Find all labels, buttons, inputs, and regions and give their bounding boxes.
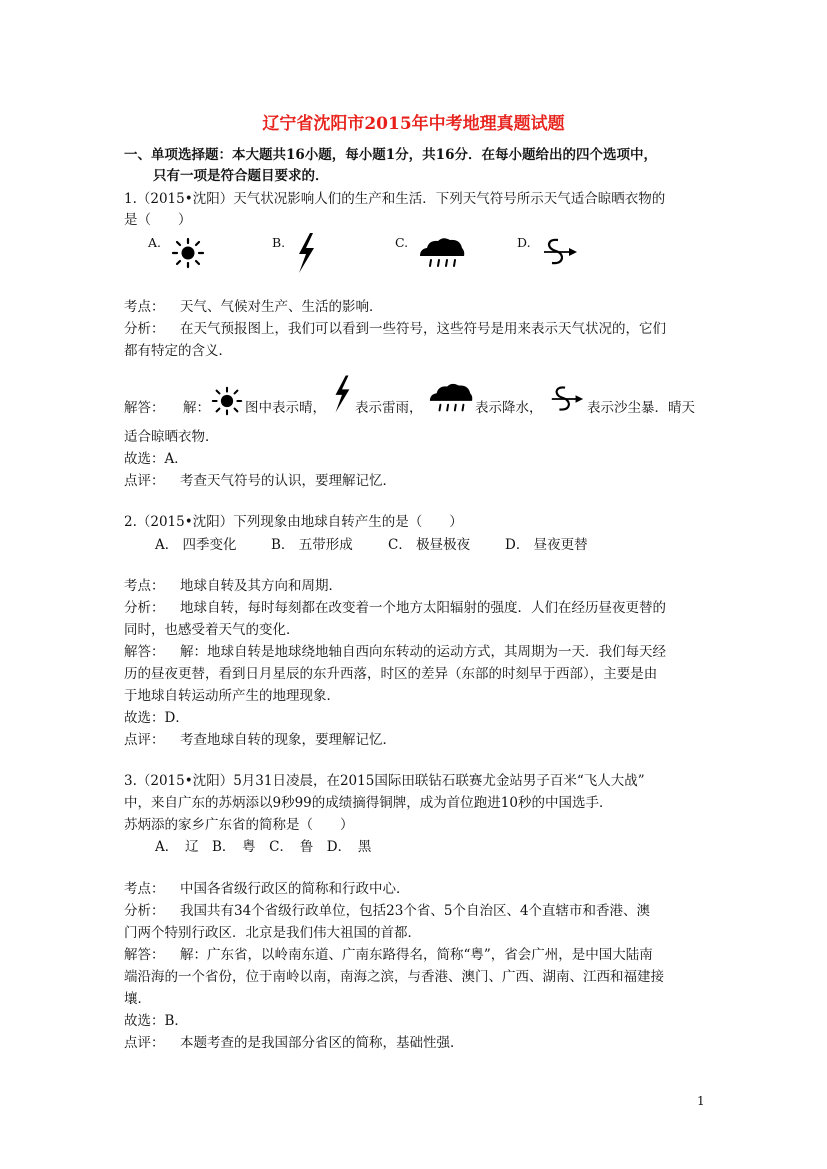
q3-fenxi-text: 我国共有34个省级行政单位，包括23个省、5个自治区、4个直辖市和香港、澳 [180,903,651,919]
q2-option-d: D． 昼夜更替 [505,537,588,553]
q1-kaodian-text: 天气、气候对生产、生活的影响． [180,299,383,315]
q3-stem-line2: 中，来自广东的苏炳添以9秒99的成绩摘得铜牌，成为首位跑进10秒的中国选手． [124,795,613,811]
q2-option-b: B． 五带形成 [271,537,353,553]
q2-pingjia-text: 考查地球自转的现象，要理解记忆． [180,732,396,748]
q3-jieda-text: 解：广东省，以岭南东道、广南东路得名，简称“粤”，省会广州，是中国大陆南 [180,947,653,963]
q3-fenxi-line2: 门两个特别行政区．北京是我们伟大祖国的首都． [124,925,421,941]
q1-pingjia-text: 考查天气符号的认识，要理解记忆． [180,473,396,489]
q1-option-c-label: C. [395,235,409,250]
q3-fenxi-label: 分析： [124,903,165,919]
q1-jieda-sand: 表示沙尘暴．晴天 [587,400,695,416]
sun-icon-inline [210,385,244,417]
q1-kaodian [124,298,383,316]
q2-option-a: A． 四季变化 [155,537,237,553]
q2-kaodian-text: 地球自转及其方向和周期． [180,578,342,594]
q3-jieda [124,946,653,964]
q2-jieda [124,643,666,661]
q3-kaodian [124,880,410,898]
lightning-icon [293,232,319,274]
q2-kaodian-label: 考点： [124,578,165,594]
q3-stem-line3: 苏炳添的家乡广东省的简称是（ ） [124,817,354,833]
q1-pingjia [124,472,396,490]
q3-options: A． 辽 B． 粤 C． 鲁 D． 黑 [155,839,372,855]
q2-fenxi [124,599,666,617]
q2-jieda-line2: 历的昼夜更替，看到日月星辰的东升西落，时区的差异（东部的时刻早于西部），主要是由 [124,666,658,682]
q3-stem-line1: 3.（2015•沈阳）5月31日凌晨，在2015国际田联钻石联赛尤金站男子百米“飞人大战” [124,773,645,789]
q1-pingjia-label: 点评： [124,473,165,489]
q2-stem: 2.（2015•沈阳）下列现象由地球自转产生的是（ ） [124,514,463,530]
q3-pingjia-text: 本题考查的是我国部分省区的简称，基础性强． [180,1035,464,1051]
q1-jieda-thunder: 表示雷雨， [355,400,423,416]
q3-fenxi [124,902,650,920]
q3-pingjia [124,1034,464,1052]
q2-fenxi-line2: 同时，也感受着天气的变化． [124,622,300,638]
q2-jieda-line3: 于地球自转运动所产生的地理现象． [124,688,340,704]
page-title: 辽宁省沈阳市2015年中考地理真题试题 [262,114,565,134]
section-heading-line2: 只有一项是符合题目要求的． [153,168,329,184]
q2-answer: 故选：D． [124,710,189,726]
q1-kaodian-label: 考点： [124,299,165,315]
q3-kaodian-label: 考点： [124,881,165,897]
rain-cloud-icon-inline [428,381,474,415]
q1-option-b-label: B. [272,235,286,250]
q1-jieda-prefix: 解： [183,400,210,416]
q3-answer: 故选：B． [124,1013,188,1029]
q2-pingjia-label: 点评： [124,732,165,748]
section-heading-line1: 一、单项选择题：本大题共16小题，每小题1分，共16分．在每小题给出的四个选项中， [124,147,657,163]
q3-jieda-line3: 壤． [124,991,151,1007]
q1-fenxi-label: 分析： [124,321,165,337]
q2-jieda-text: 解：地球自转是地球绕地轴自西向东转动的运动方式，其周期为一天．我们每天经 [180,644,666,660]
q1-stem-line2: 是（ ） [124,212,192,228]
q2-kaodian [124,577,342,595]
q3-jieda-label: 解答： [124,947,165,963]
sandstorm-icon [540,236,580,268]
sun-icon [170,237,206,269]
lightning-icon-inline [330,373,354,415]
q3-pingjia-label: 点评： [124,1035,165,1051]
q2-pingjia [124,731,396,749]
page-number: 1 [697,1094,705,1108]
q3-jieda-line2: 端沿海的一个省份，位于南岭以南，南海之滨，与香港、澳门、广西、湖南、江西和福建接 [124,969,664,985]
q1-option-a-label: A. [148,235,162,250]
q1-fenxi-text: 在天气预报图上，我们可以看到一些符号，这些符号是用来表示天气状况的，它们 [180,321,666,337]
q3-kaodian-text: 中国各省级行政区的简称和行政中心． [180,881,410,897]
q1-option-d-label: D. [517,235,531,250]
q2-option-c: C． 极昼极夜 [388,537,471,553]
sandstorm-icon-inline [548,383,586,415]
q1-stem-line1: 1.（2015•沈阳）天气状况影响人们的生产和生活．下列天气符号所示天气适合晾晒衣物的 [124,191,666,207]
q1-jieda-sunny: 图中表示晴， [245,400,326,416]
q1-jieda-rain: 表示降水， [475,400,543,416]
q2-jieda-label: 解答： [124,644,165,660]
q1-answer: 故选：A． [124,451,188,467]
q1-jieda-line2: 适合晾晒衣物． [124,429,219,445]
q2-fenxi-label: 分析： [124,600,165,616]
q1-fenxi-line2: 都有特定的含义． [124,343,232,359]
rain-cloud-icon [418,236,466,270]
q2-fenxi-text: 地球自转，每时每刻都在改变着一个地方太阳辐射的强度．人们在经历昼夜更替的 [180,600,666,616]
q1-fenxi [124,320,666,338]
q1-jieda-label: 解答： [124,400,165,416]
